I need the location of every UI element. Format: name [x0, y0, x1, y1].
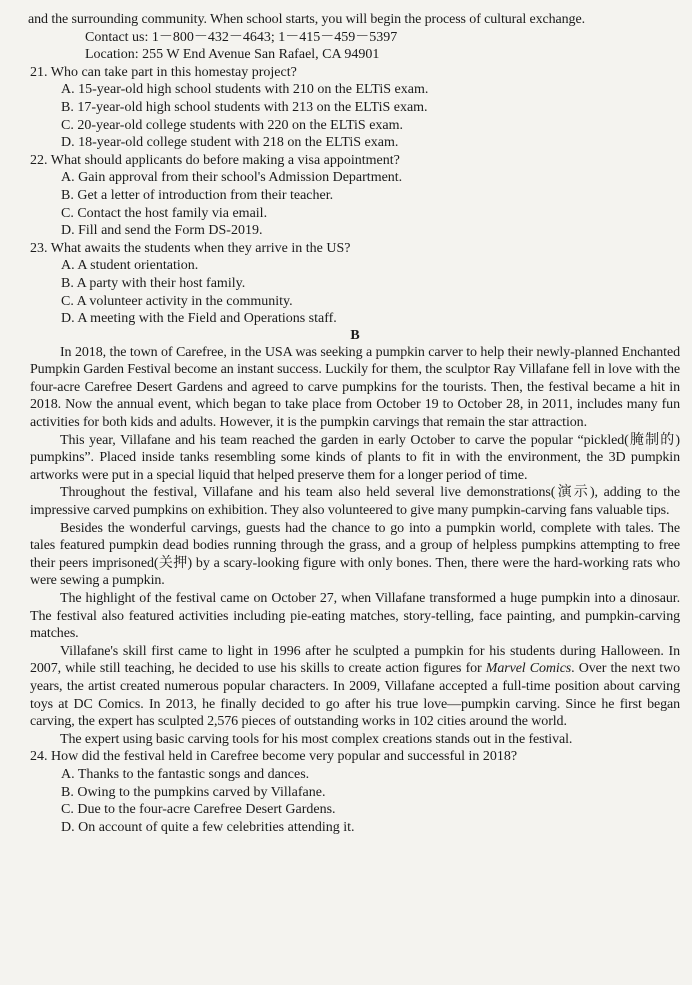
option-b: B. 17-year-old high school students with 213 on the ELTiS exam. — [61, 99, 428, 115]
marvel-comics-title: Marvel Comics — [485, 661, 572, 677]
option-c: C. A volunteer activity in the community. — [61, 293, 293, 309]
question-stem: 24. How did the festival held in Carefree become very popular and successful in 2018? — [30, 749, 518, 765]
passage-paragraph-6 — [30, 643, 680, 731]
paragraph-6-text-start: Villafane's skill first came to light in 1996 after he sculpted a pumpkin for his students during Halloween. In 2007, while still teaching, he decided to use his skills to create action figures for — [30, 643, 680, 677]
option-c: C. 20-year-old college students with 220 on the ELTiS exam. — [61, 117, 404, 133]
passage-paragraph-4: Besides the wonderful carvings, guests had the chance to go into a pumpkin world, complete with tales. The tales featured pumpkin dead bodies running through the grass, and a group of helpless pumpkins attempting to free their peers imprisoned(关押) by a scary-looking figure with only bones. Then, there were the hard-working rats who were sewing a pumpkin. — [30, 520, 680, 589]
option-b: B. A party with their host family. — [61, 275, 246, 291]
option-c: C. Contact the host family via email. — [61, 205, 268, 221]
question-21 — [30, 64, 680, 152]
location-info: Location: 255 W End Avenue San Rafael, CA 94901 — [85, 47, 380, 63]
option-a: A. Gain approval from their school's Admission Department. — [61, 170, 403, 186]
option-d: D. On account of quite a few celebrities attending it. — [61, 819, 355, 835]
contact-info: Contact us: 1－800－432－4643; 1－415－459－5397 — [85, 29, 398, 45]
option-b: B. Get a letter of introduction from their teacher. — [61, 187, 334, 203]
paragraph-6-text-end: . Over the next two years, the artist created numerous popular characters. In 2009, Villafane accepted a full-time position about carving toys at DC Comics. In 2013, he finally decided to go after his true love—pumpkin carving. Since he first began carving, the expert has sculpted 2,576 pieces of outstanding works in 102 cities around the world. — [30, 661, 680, 730]
passage-paragraph-1: In 2018, the town of Carefree, in the USA was seeking a pumpkin carver to help their newly-planned Enchanted Pumpkin Garden Festival become an instant success. Luckily for them, the sculptor Ray Villafane fell in love with the four-acre Carefree Desert Gardens and agreed to carve pumpkins for the tourists. Then, the festival became a hit in 2018. Now the annual event, which began to take place from October 19 to October 28, in 2011, includes many fun activities for both kids and adults. However, it is the pumpkin carvings that remain the star attraction. — [30, 344, 680, 431]
option-a: A. A student orientation. — [61, 258, 199, 274]
passage-paragraph-2: This year, Villafane and his team reached the garden in early October to carve the popular “pickled(腌制的) pumpkins”. Placed inside tanks resembling some kinds of plants to fit in with the environment, the 3D pumpkin artworks were put in a special liquid that helped preserve them for a longer period of time. — [30, 432, 680, 483]
option-d: D. 18-year-old college student with 218 on the ELTiS exam. — [61, 135, 399, 151]
question-stem: 21. Who can take part in this homestay project? — [30, 64, 297, 80]
passage-paragraph-3: Throughout the festival, Villafane and his team also held several live demonstrations(演示), adding to the impressive carved pumpkins on exhibition. They also volunteered to give many pumpkin-carving fans valuable tips. — [30, 485, 680, 519]
question-22 — [30, 152, 680, 240]
section-b-heading: B — [350, 327, 360, 343]
question-stem: 22. What should applicants do before making a visa appointment? — [30, 152, 400, 168]
option-a: A. 15-year-old high school students with 210 on the ELTiS exam. — [61, 82, 429, 98]
intro-paragraph: and the surrounding community. When school starts, you will begin the process of cultural exchange. — [28, 12, 585, 27]
question-stem: 23. What awaits the students when they arrive in the US? — [30, 240, 351, 256]
passage-paragraph-5: The highlight of the festival came on October 27, when Villafane transformed a huge pumpkin into a dinosaur. The festival also featured activities including pie-eating matches, story-telling, face painting, and pumpkin-carving matches. — [30, 591, 680, 642]
passage-paragraph-7: The expert using basic carving tools for his most complex creations stands out in the festival. — [60, 731, 573, 747]
option-d: D. A meeting with the Field and Operations staff. — [61, 311, 337, 327]
option-c: C. Due to the four-acre Carefree Desert Gardens. — [61, 802, 336, 818]
option-b: B. Owing to the pumpkins carved by Villafane. — [61, 784, 326, 800]
option-a: A. Thanks to the fantastic songs and dances. — [61, 766, 310, 782]
question-24 — [30, 748, 680, 836]
option-d: D. Fill and send the Form DS-2019. — [61, 223, 263, 239]
question-23 — [30, 240, 680, 328]
